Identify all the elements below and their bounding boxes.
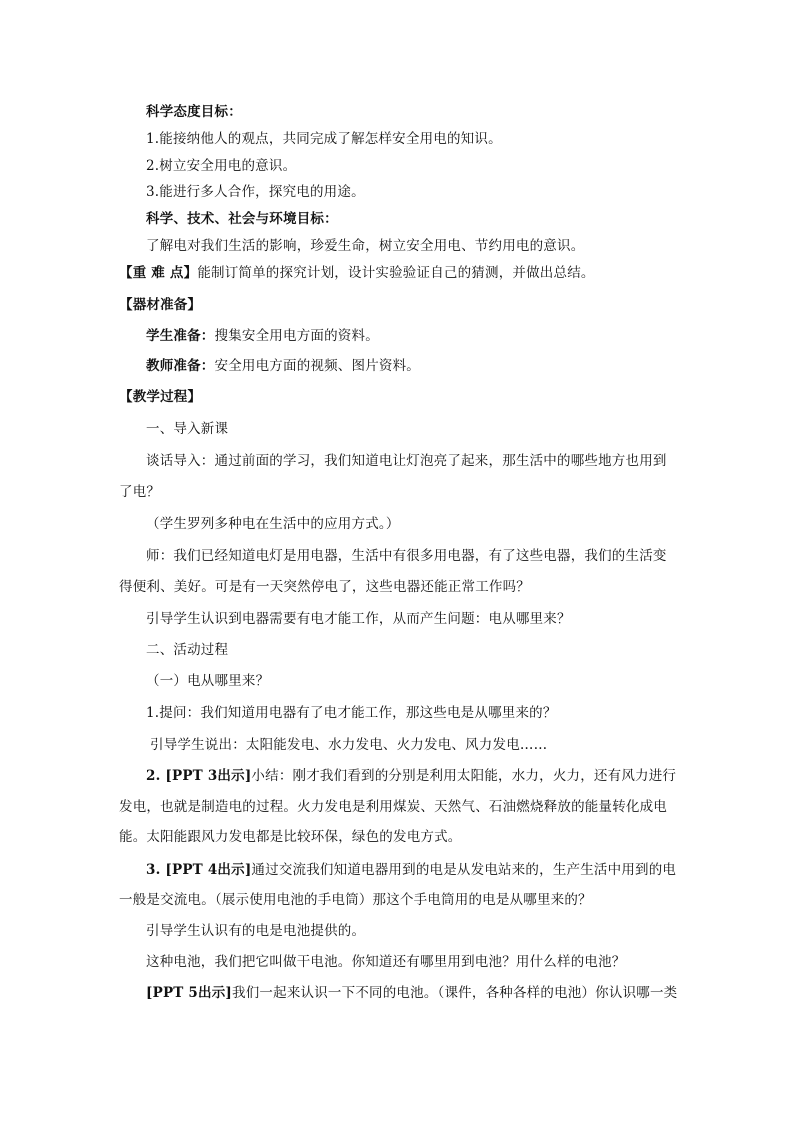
attitude-heading: 科学态度目标： [146, 104, 242, 120]
step-2-label: 2. [PPT 3出示] [146, 768, 252, 784]
student-prep-label: 学生准备： [146, 328, 215, 344]
intro-note: （学生罗列多种电在生活中的应用方式。） [146, 516, 400, 532]
step-2-line-2: 发电，也就是制造电的过程。火力发电是利用煤炭、天然气、石油燃烧释放的能量转化成电 [119, 799, 667, 815]
stse-text: 了解电对我们生活的影响，珍爱生命，树立安全用电、节约用电的意识。 [146, 238, 585, 254]
attitude-item-1: 1.能接纳他人的观点，共同完成了解怎样安全用电的知识。 [146, 131, 502, 147]
student-prep-line [146, 327, 379, 345]
activity-heading: 二、活动过程 [146, 642, 229, 658]
step-5-line-1 [146, 984, 677, 1002]
intro-paragraph-1-line-2: 了电？ [119, 484, 161, 500]
step-2-line-3: 能。太阳能跟风力发电都是比较环保，绿色的发电方式。 [119, 829, 462, 845]
step-3-line-1 [146, 861, 676, 879]
battery-paragraph: 这种电池，我们把它叫做干电池。你知道还有哪里用到电池？用什么样的电池？ [146, 954, 626, 970]
step-3-line-2: 一般是交流电。（展示使用电池的手电筒）那这个手电筒用的电是从哪里来的？ [119, 892, 592, 908]
intro-paragraph-3: 引导学生认识到电器需要有电才能工作，从而产生问题：电从哪里来？ [146, 611, 571, 627]
intro-heading: 一、导入新课 [146, 421, 229, 437]
teacher-prep-text: 安全用电方面的视频、图片资料。 [214, 358, 420, 374]
intro-paragraph-1-line-1: 谈话导入：通过前面的学习，我们知道电让灯泡亮了起来，那生活中的哪些地方也用到 [146, 453, 667, 469]
key-points-text: 能制订简单的探究计划，设计实验验证自己的猜测，并做出总结。 [197, 265, 595, 281]
student-prep-text: 搜集安全用电方面的资料。 [214, 328, 379, 344]
stse-heading: 科学、技术、社会与环境目标： [146, 211, 338, 227]
step-5-label: [PPT 5出示] [146, 985, 233, 1001]
teacher-prep-label: 教师准备： [146, 358, 215, 374]
step-2-line-1 [146, 767, 676, 785]
sub-heading-1: （一）电从哪里来？ [146, 673, 270, 689]
step-5-text-1: 我们一起来认识一下不同的电池。（课件，各种各样的电池）你认识哪一类 [232, 985, 678, 1001]
key-points-label: 【重 难 点】 [119, 265, 198, 281]
step-3-label: 3. [PPT 4出示] [146, 862, 252, 878]
attitude-item-3: 3.能进行多人合作，探究电的用途。 [146, 184, 365, 200]
key-points-line [119, 264, 595, 282]
question-1-guide: 引导学生说出：太阳能发电、水力发电、火力发电、风力发电…… [150, 737, 548, 753]
equipment-heading: 【器材准备】 [119, 297, 202, 313]
intro-paragraph-2-line-1: 师：我们已经知道电灯是用电器，生活中有很多用电器，有了这些电器，我们的生活变 [146, 548, 667, 564]
process-heading: 【教学过程】 [119, 389, 202, 405]
step-3-text-1: 通过交流我们知道电器用到的电是从发电站来的，生产生活中用到的电 [251, 862, 677, 878]
step-2-text-1: 小结：刚才我们看到的分别是利用太阳能，水力，火力，还有风力进行 [251, 768, 677, 784]
intro-paragraph-2-line-2: 得便利、美好。可是有一天突然停电了，这些电器还能正常工作吗？ [119, 579, 530, 595]
teacher-prep-line [146, 357, 420, 375]
step-3-guide: 引导学生认识有的电是电池提供的。 [146, 923, 366, 939]
question-1: 1.提问：我们知道用电器有了电才能工作，那这些电是从哪里来的？ [146, 705, 557, 721]
attitude-item-2: 2.树立安全用电的意识。 [146, 158, 297, 174]
